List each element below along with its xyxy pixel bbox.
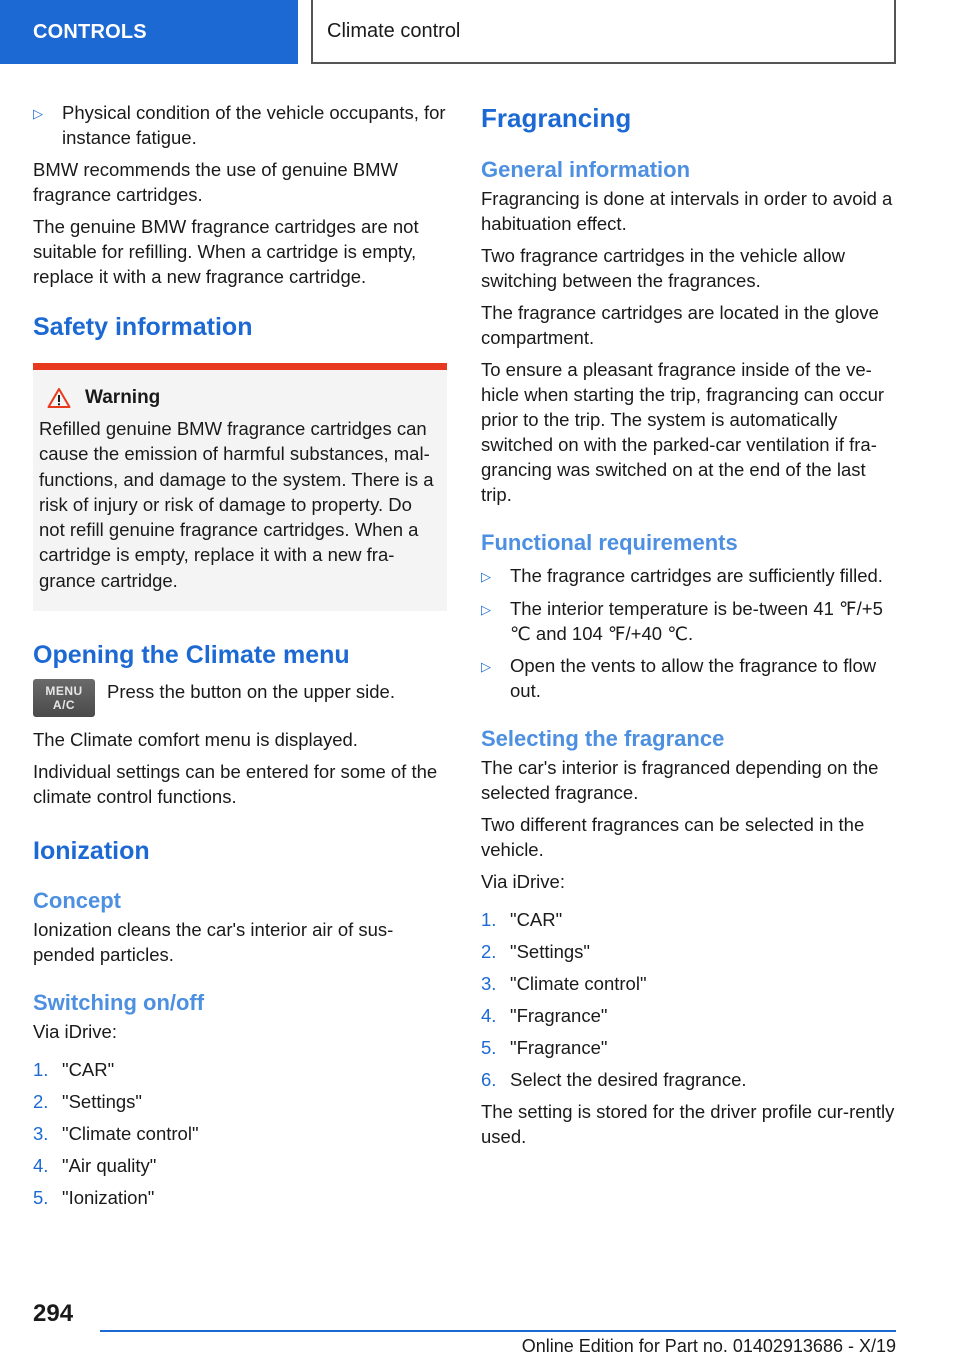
paragraph: Individual settings can be entered for some of the climate control functions. — [33, 761, 438, 808]
list-item: 3. "Climate control" — [33, 1123, 199, 1145]
section-tab: CONTROLS — [0, 0, 298, 64]
warning-box — [33, 370, 447, 611]
list-item: 4. "Air quality" — [33, 1155, 157, 1177]
paragraph: Press the button on the upper side. — [107, 681, 395, 703]
paragraph: The Climate comfort menu is displayed. — [33, 729, 358, 751]
paragraph: Two fragrance cartridges in the vehicle allow switching between the fragrances. — [481, 245, 846, 291]
select-steps-list — [481, 907, 897, 1092]
heading-ionization: Ionization — [33, 837, 150, 866]
list-item: 5. "Fragrance" — [481, 1037, 608, 1058]
right-column — [481, 102, 897, 1156]
paragraph: The fragrance cartridges are located in the glove compartment. — [481, 302, 879, 348]
heading-concept: Concept — [33, 888, 121, 914]
list-item: ▷ The interior temperature is be-tween 41 ℉/+5 ℃ and 104 ℉/+40 ℃. — [481, 598, 883, 644]
paragraph: The setting is stored for the driver profile cur-rently used. — [481, 1101, 895, 1147]
paragraph: Fragrancing is done at intervals in order to avoid a habituation effect. — [481, 188, 893, 234]
paragraph: Via iDrive: — [481, 871, 565, 892]
list-item: 1. "CAR" — [481, 909, 563, 930]
list-item: 1. "CAR" — [33, 1059, 115, 1081]
menu-ac-button-icon: MENU A/C — [33, 679, 95, 717]
warning-title: Warning — [85, 387, 161, 408]
triangle-right-icon: ▷ — [481, 602, 491, 617]
warning-text: Refilled genuine BMW fragrance cartridges can cause the emission of harmful substances, mal-functions, and damage to the system. There is a risk of injury or risk of damage to property. Do not refill genuine fragrance cartridges. When a cartridge is empty, replace it with a new fra-grance cartridge. — [39, 418, 434, 591]
menu-instruction — [33, 679, 447, 717]
edition-note: Online Edition for Part no. 01402913686 - X/19 — [521, 1336, 896, 1356]
heading-switching: Switching on/off — [33, 990, 205, 1016]
page-number: 294 — [33, 1300, 74, 1327]
left-column — [33, 100, 447, 1217]
list-item: 6. Select the desired fragrance. — [481, 1069, 747, 1090]
list-item: ▷ Open the vents to allow the fragrance to flow out. — [481, 655, 877, 701]
paragraph: BMW recommends the use of genuine BMW fragrance cartridges. — [33, 159, 399, 205]
heading-selecting-fragrance: Selecting the fragrance — [481, 726, 725, 751]
list-item: 4. "Fragrance" — [481, 1005, 608, 1026]
triangle-right-icon: ▷ — [481, 659, 491, 674]
list-item: 3. "Climate control" — [481, 973, 647, 994]
paragraph: The car's interior is fragranced depending on the selected fragrance. — [481, 757, 879, 803]
warning-header — [47, 386, 439, 410]
list-item: ▷ Physical condition of the vehicle occupants, for instance fatigue. — [33, 102, 446, 148]
switch-steps-list — [33, 1057, 447, 1210]
paragraph: Ionization cleans the car's interior air of sus-pended particles. — [33, 919, 394, 966]
list-item: 2. "Settings" — [481, 941, 590, 962]
heading-general-info: General information — [481, 157, 691, 182]
list-item: 2. "Settings" — [33, 1091, 142, 1113]
heading-safety: Safety information — [33, 313, 253, 341]
paragraph: Two different fragrances can be selected in the vehicle. — [481, 814, 865, 860]
footer-divider — [100, 1330, 896, 1332]
list-item: 5. "Ionization" — [33, 1187, 155, 1209]
heading-climate-menu: Opening the Climate menu — [33, 641, 350, 670]
chapter-title: Climate control — [311, 0, 896, 64]
paragraph: The genuine BMW fragrance cartridges are not suitable for refilling. When a cartridge is empty, replace it with a new fragrance cartridge. — [33, 216, 419, 287]
paragraph: Via iDrive: — [33, 1021, 117, 1043]
list-item: ▷ The fragrance cartridges are sufficiently filled. — [481, 563, 897, 589]
heading-fragrancing: Fragrancing — [481, 103, 632, 133]
triangle-right-icon: ▷ — [481, 569, 491, 584]
triangle-right-icon: ▷ — [33, 106, 43, 121]
heading-functional-requirements: Functional requirements — [481, 530, 738, 555]
warning-triangle-icon — [47, 387, 71, 409]
paragraph: To ensure a pleasant fragrance inside of the ve-hicle when starting the trip, fragrancing can occur prior to the trip. The system is automatically switched on with the parked-car ventilation if fra-grancing was switched on at the end of the last trip. — [481, 359, 885, 505]
warning-bar — [33, 363, 447, 370]
